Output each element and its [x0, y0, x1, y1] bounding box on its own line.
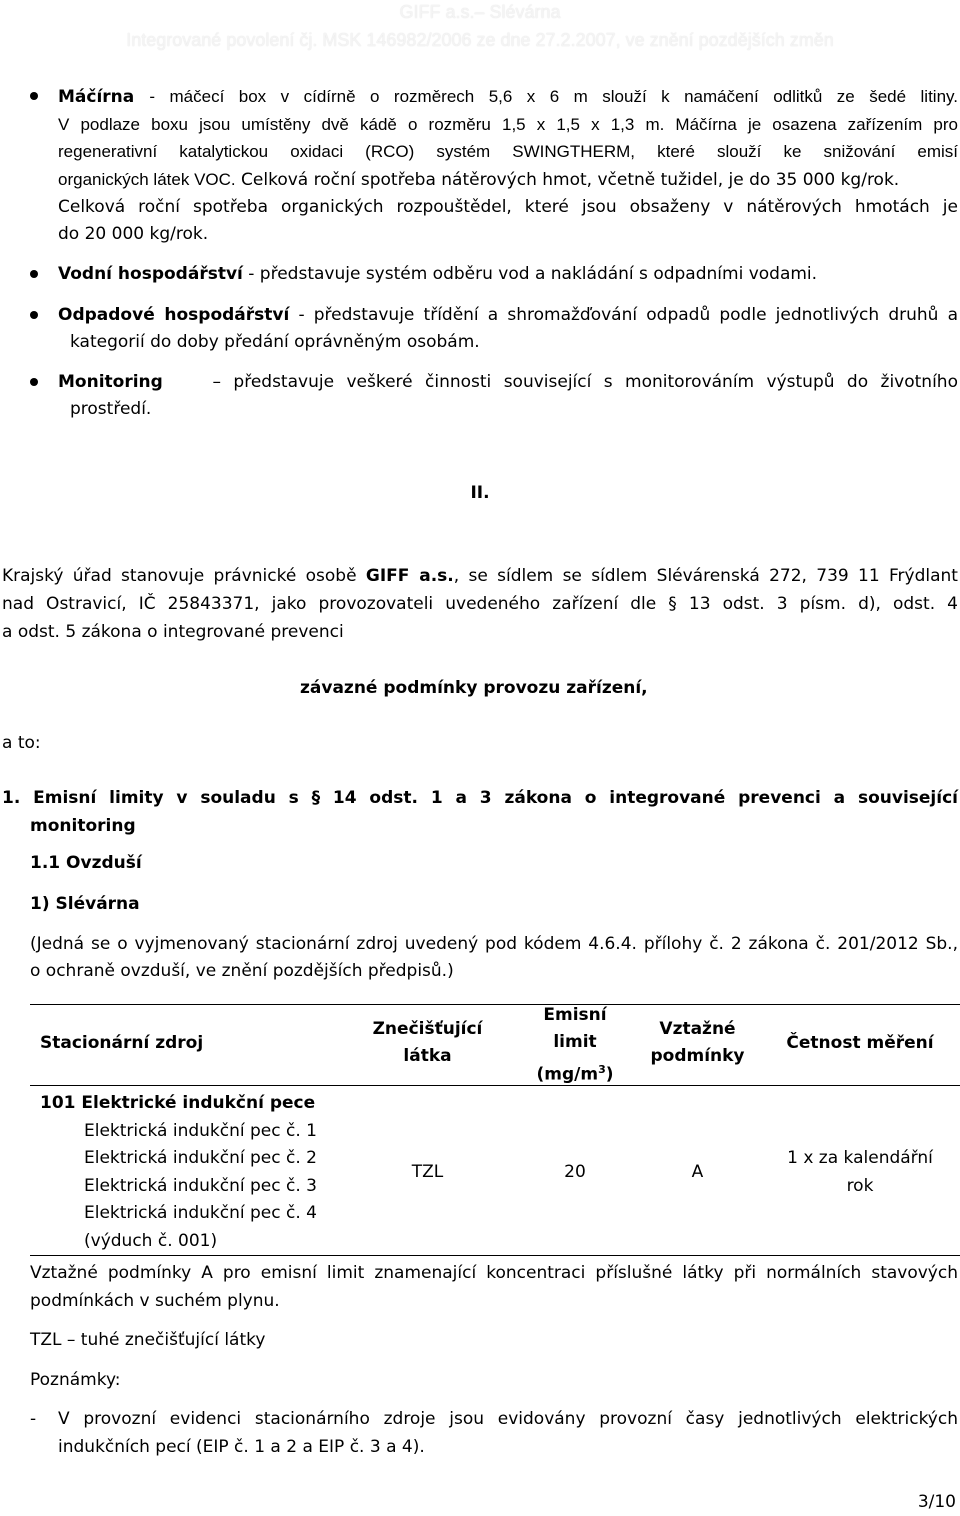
table-bottom-border	[30, 1255, 960, 1256]
decision-text-1c: , se sídlem se sídlem Slévárenská 272, 739 11 Frýdlant	[453, 566, 958, 586]
table-limit: 20	[564, 1162, 586, 1182]
section-1-line-1: 1. Emisní limity v souladu s § 14 odst. 1 a 3 zákona o integrované prevenci a související	[2, 788, 958, 808]
table-item-3: Elektrická indukční pec č. 3	[84, 1176, 317, 1196]
macirna-line-6: do 20 000 kg/rok.	[58, 224, 209, 244]
table-item-1: Elektrická indukční pec č. 1	[84, 1121, 317, 1141]
header-cond-l2: podmínky	[650, 1046, 745, 1066]
macirna-line-5: Celková roční spotřeba organických rozpouštědel, které jsou obsaženy v nátěrových hmotách je	[58, 197, 958, 217]
header-company	[0, 2, 960, 23]
header-limit-l3	[510, 1056, 640, 1089]
decision-line-3: a odst. 5 zákona o integrované prevenci	[2, 622, 344, 642]
macirna-text-4b: Celková roční spotřeba nátěrových hmot, včetně tužidel, je do 35 000 kg/rok.	[241, 170, 900, 190]
section-numeral: II.	[470, 483, 490, 503]
bullet-icon	[30, 270, 38, 278]
subsection-slevarna: 1) Slévárna	[30, 894, 140, 914]
monitoring-title: Monitoring	[58, 372, 163, 392]
header-pollutant-l2: látka	[403, 1046, 452, 1066]
bullet-icon	[30, 92, 38, 100]
table-item-2: Elektrická indukční pec č. 2	[84, 1148, 317, 1168]
conditions-title: závazné podmínky provozu zařízení,	[300, 678, 648, 698]
table-pollutant: TZL	[411, 1162, 444, 1182]
section-1-line-2: monitoring	[30, 816, 136, 836]
header-frequency: Četnost měření	[786, 1033, 934, 1053]
header-conditions	[640, 1016, 755, 1070]
table-frequency-l1: 1 x za kalendářní	[787, 1148, 933, 1168]
header-permit-text: Integrované povolení čj. MSK 146982/2006 ze dne 27.2.2007, ve znění pozdějších změn	[126, 30, 834, 50]
macirna-text-4a: organických látek VOC.	[58, 170, 236, 189]
table-group: 101 Elektrické indukční pece	[40, 1093, 316, 1113]
header-pollutant	[345, 1016, 510, 1070]
header-limit	[510, 1002, 640, 1089]
header-cond-l1: Vztažné	[659, 1019, 736, 1039]
macirna-line-2: V podlaze boxu jsou umístěny dvě kádě o rozměru 1,5 x 1,5 x 1,3 m. Máčírna je osazena zařízením pro	[58, 115, 958, 134]
footnote-a-line-1: Vztažné podmínky A pro emisní limit znamenající koncentraci příslušné látky při normálních stavových	[30, 1263, 958, 1283]
header-limit-close: )	[605, 1064, 614, 1085]
header-limit-sup: 3	[598, 1063, 606, 1076]
header-permit	[0, 30, 960, 51]
table-frequency-l2: rok	[846, 1176, 874, 1196]
bullet-icon	[30, 378, 38, 386]
header-limit-unit: (mg/m	[536, 1064, 599, 1085]
bullet-icon	[30, 311, 38, 319]
note-1-line-1: V provozní evidenci stacionárního zdroje jsou evidovány provozní časy jednotlivých elektrických	[58, 1409, 958, 1429]
decision-text-1a: Krajský úřad stanovuje právnické osobě	[2, 566, 357, 586]
odpad-line-1	[58, 302, 958, 329]
macirna-text-1: - máčecí box v cídírně o rozměrech 5,6 x 6 m slouží k namáčení odlitků ze šedé litiny.	[149, 87, 958, 106]
macirna-line-3: regenerativní katalytickou oxidaci (RCO) systém SWINGTHERM, které slouží ke snižování emisí	[58, 142, 958, 161]
a-to-label: a to:	[2, 733, 41, 753]
odpad-title: Odpadové hospodářství	[58, 305, 290, 325]
note-1-dash: -	[30, 1409, 37, 1429]
table-condition: A	[691, 1162, 704, 1182]
macirna-line-1	[58, 83, 958, 111]
table-outlet: (výduch č. 001)	[84, 1231, 218, 1251]
odpad-line-2: kategorií do doby předání oprávněným osobám.	[70, 332, 480, 352]
subsection-ovzdusi: 1.1 Ovzduší	[30, 853, 142, 873]
vodni-title: Vodní hospodářství	[58, 264, 243, 284]
table-item-4: Elektrická indukční pec č. 4	[84, 1203, 317, 1223]
header-limit-l1: Emisní	[543, 1005, 607, 1025]
footnote-a-line-2: podmínkách v suchém plynu.	[30, 1291, 280, 1311]
macirna-title: Máčírna	[58, 87, 135, 107]
odpad-text-1: - představuje třídění a shromažďování odpadů podle jednotlivých druhů a	[298, 305, 959, 325]
monitoring-line-2: prostředí.	[70, 399, 152, 419]
monitoring-text-1: – představuje veškeré činnosti související s monitorováním výstupů do životního	[212, 372, 958, 392]
note-1-line-2: indukčních pecí (EIP č. 1 a 2 a EIP č. 3 a 4).	[58, 1437, 425, 1457]
footnote-tzl: TZL – tuhé znečišťující látky	[30, 1330, 266, 1350]
vodni-line	[58, 261, 817, 288]
header-limit-l2: limit	[553, 1032, 597, 1052]
header-company-text: GIFF a.s.– Slévárna	[399, 2, 561, 22]
company-name: GIFF a.s.	[365, 566, 454, 586]
vodni-text: - představuje systém odběru vod a nakládání s odpadními vodami.	[248, 264, 818, 284]
table-header-border	[30, 1085, 960, 1086]
note-source-line-1: (Jedná se o vyjmenovaný stacionární zdroj uvedený pod kódem 4.6.4. přílohy č. 2 zákona č. 201/2012 Sb.,	[30, 934, 958, 954]
note-source-line-2: o ochraně ovzduší, ve znění pozdějších předpisů.)	[30, 961, 454, 981]
notes-label: Poznámky:	[30, 1370, 121, 1390]
table-top-border	[30, 1004, 960, 1005]
monitoring-line-1	[58, 369, 958, 396]
page-number: 3/10	[917, 1492, 956, 1512]
header-pollutant-l1: Znečišťující	[372, 1019, 483, 1039]
macirna-line-4	[58, 166, 958, 194]
decision-line-1	[2, 563, 958, 590]
decision-line-2: nad Ostravicí, IČ 25843371, jako provozovateli uvedeného zařízení dle § 13 odst. 3 písm. d), odst. 4	[2, 594, 958, 614]
header-source: Stacionární zdroj	[40, 1033, 204, 1053]
